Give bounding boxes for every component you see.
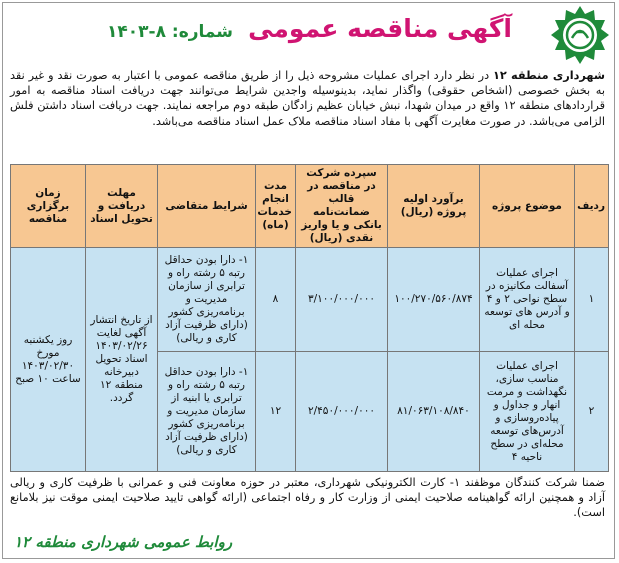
cell-time: روز یکشنبه مورخ ۱۴۰۳/۰۲/۳۰ ساعت ۱۰ صبح [11, 248, 86, 472]
footer-paragraph: ضمنا شرکت کنندگان موظفند ۱- کارت الکترونیکی شهرداری، معتبر در حوزه معاونت فنی و عمرانی با ظرفیت کاری و ریالی آزاد و همچنین ارائه گواهینامه صلاحیت ایمنی از وزارت کار و رفاه اجتماعی (ارائه گواهی تایید صلاحیت ایمنی موقت نیز بلامانع است). [10, 476, 606, 520]
header-deposit: سپرده شرکت در مناقصه در قالب ضمانت‌نامه بانکی و یا واریز نقدی (ریال) [296, 165, 388, 248]
intro-lead: شهرداری منطقه ۱۲ [493, 69, 605, 82]
intro-text: در نظر دارد اجرای عملیات مشروحه ذیل را از طریق مناقصه عمومی با اعتبار به صورت نقد و غیر نقد به بخش خصوصی (اشخاص حقوقی) واگذار نماید، بدینوسیله واجدین شرایط می‌توانند جهت دریافت اسناد مناقصه به امور قراردادهای منطقه ۱۲ واقع در میدان شهدا، نبش خیابان عظیم زادگان طبقه دوم مراجعه نمایند. جهت دریافت اسناد داشتن فلش الزامی می‌باشد. در صورت مغایرت آگهی با مفاد اسناد مناقصه ملاک عمل اسناد مناقصه می‌باشد. [10, 69, 605, 128]
cell-subject: اجرای عملیات آسفالت مکانیزه در سطح نواحی ۲ و ۴ و آدرس های توسعه محله ای [480, 248, 575, 352]
cell-row-number: ۱ [575, 248, 609, 352]
tender-table [10, 164, 609, 472]
notice-number: شماره: ۸-۱۴۰۳ [107, 22, 234, 42]
cell-conditions: ۱- دارا بودن حداقل رتبه ۵ رشته راه و ترابری یا ابنیه از سازمان مدیریت و برنامه‌ریزی کشور (دارای ظرفیت آزاد کاری و ریالی) [158, 352, 256, 472]
header-estimate: برآورد اولیه پروژه (ریال) [388, 165, 480, 248]
header-subject: موضوع پروژه [480, 165, 575, 248]
cell-subject: اجرای عملیات مناسب سازی، نگهداشت و مرمت انهار و جداول و پیاده‌روسازی و آدرس‌های توسعه محله‌ای در سطح ناحیه ۴ [480, 352, 575, 472]
table-row [11, 248, 609, 352]
cell-row-number: ۲ [575, 352, 609, 472]
cell-deadline: از تاریخ انتشار آگهی لغایت ۱۴۰۳/۰۲/۲۶ اسناد تحویل دبیرخانه منطقه ۱۲ گردد. [86, 248, 158, 472]
header-deadline: مهلت دریافت و تحویل اسناد [86, 165, 158, 248]
cell-duration: ۸ [256, 248, 296, 352]
cell-estimate: ۸۱/۰۶۳/۱۰۸/۸۴۰ [388, 352, 480, 472]
cell-deposit: ۲/۴۵۰/۰۰۰/۰۰۰ [296, 352, 388, 472]
table-header-row [11, 165, 609, 248]
notice-title: آگهی مناقصه عمومی [248, 14, 512, 43]
header-time: زمان برگزاری مناقصه [11, 165, 86, 248]
municipality-logo-icon [549, 4, 611, 72]
cell-deposit: ۳/۱۰۰/۰۰۰/۰۰۰ [296, 248, 388, 352]
header-duration: مدت انجام خدمات (ماه) [256, 165, 296, 248]
header-row-number: ردیف [575, 165, 609, 248]
header-conditions: شرایط متقاضی [158, 165, 256, 248]
cell-conditions: ۱- دارا بودن حداقل رتبه ۵ رشته راه و ترابری از سازمان مدیریت و برنامه‌ریزی کشور (دارای ظرفیت آزاد کاری و ریالی) [158, 248, 256, 352]
public-relations-signature: روابط عمومی شهرداری منطقه ۱۲ [14, 533, 233, 551]
cell-duration: ۱۲ [256, 352, 296, 472]
cell-estimate: ۱۰۰/۲۷۰/۵۶۰/۸۷۴ [388, 248, 480, 352]
intro-paragraph [10, 68, 605, 129]
notice-header [96, 6, 523, 52]
